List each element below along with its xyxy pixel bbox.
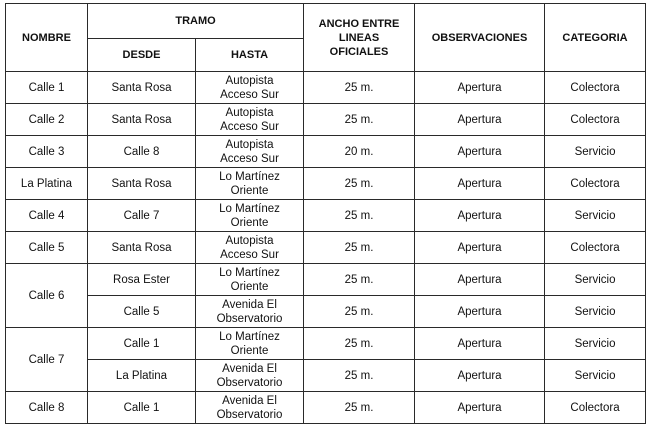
header-ancho-line-3: OFICIALES bbox=[329, 45, 389, 58]
cell-categoria: Servicio bbox=[545, 328, 646, 360]
cell-nombre: Calle 5 bbox=[6, 232, 88, 264]
cell-desde: Rosa Ester bbox=[88, 264, 196, 296]
cell-ancho: 25 m. bbox=[304, 296, 415, 328]
header-desde: DESDE bbox=[88, 39, 196, 72]
cell-nombre: Calle 4 bbox=[6, 200, 88, 232]
cell-hasta bbox=[196, 360, 304, 392]
cell-observaciones: Apertura bbox=[415, 200, 545, 232]
table-row bbox=[6, 72, 646, 104]
cell-observaciones: Apertura bbox=[415, 232, 545, 264]
cell-hasta bbox=[196, 200, 304, 232]
cell-desde: Santa Rosa bbox=[88, 168, 196, 200]
cell-ancho: 25 m. bbox=[304, 392, 415, 424]
cell-hasta-line-2: Observatorio bbox=[216, 408, 283, 421]
table-row bbox=[6, 232, 646, 264]
cell-hasta-line-1: Lo Martínez bbox=[219, 202, 280, 215]
table-row bbox=[6, 168, 646, 200]
cell-hasta-line-2: Observatorio bbox=[216, 376, 283, 389]
cell-observaciones: Apertura bbox=[415, 296, 545, 328]
cell-categoria: Colectora bbox=[545, 72, 646, 104]
cell-hasta-line-1: Avenida El bbox=[222, 394, 277, 407]
cell-hasta bbox=[196, 264, 304, 296]
cell-categoria: Colectora bbox=[545, 232, 646, 264]
cell-hasta-line-1: Autopista bbox=[225, 234, 274, 247]
cell-hasta bbox=[196, 232, 304, 264]
cell-hasta-line-2: Oriente bbox=[230, 184, 269, 197]
cell-hasta bbox=[196, 328, 304, 360]
cell-desde: Calle 8 bbox=[88, 136, 196, 168]
cell-hasta bbox=[196, 296, 304, 328]
header-nombre: NOMBRE bbox=[6, 4, 88, 72]
cell-desde: Calle 7 bbox=[88, 200, 196, 232]
cell-nombre: La Platina bbox=[6, 168, 88, 200]
table-row bbox=[6, 328, 646, 360]
cell-hasta-line-1: Lo Martínez bbox=[219, 330, 280, 343]
cell-hasta bbox=[196, 72, 304, 104]
header-tramo: TRAMO bbox=[88, 4, 304, 39]
cell-nombre: Calle 6 bbox=[6, 264, 88, 328]
cell-ancho: 20 m. bbox=[304, 136, 415, 168]
cell-categoria: Servicio bbox=[545, 296, 646, 328]
header-ancho-line-2: LINEAS bbox=[338, 31, 380, 44]
cell-categoria: Servicio bbox=[545, 200, 646, 232]
cell-ancho: 25 m. bbox=[304, 200, 415, 232]
header-ancho bbox=[304, 4, 415, 72]
cell-observaciones: Apertura bbox=[415, 360, 545, 392]
cell-categoria: Servicio bbox=[545, 264, 646, 296]
cell-nombre: Calle 2 bbox=[6, 104, 88, 136]
cell-observaciones: Apertura bbox=[415, 264, 545, 296]
table-row bbox=[6, 136, 646, 168]
cell-ancho: 25 m. bbox=[304, 328, 415, 360]
streets-table bbox=[5, 3, 646, 424]
cell-desde: Santa Rosa bbox=[88, 104, 196, 136]
cell-hasta-line-2: Oriente bbox=[230, 216, 269, 229]
table-row bbox=[6, 264, 646, 296]
cell-hasta-line-2: Observatorio bbox=[216, 312, 283, 325]
cell-categoria: Colectora bbox=[545, 392, 646, 424]
table-row bbox=[6, 200, 646, 232]
cell-observaciones: Apertura bbox=[415, 328, 545, 360]
cell-nombre: Calle 3 bbox=[6, 136, 88, 168]
cell-hasta-line-2: Acceso Sur bbox=[220, 152, 279, 165]
cell-desde: Santa Rosa bbox=[88, 232, 196, 264]
cell-hasta bbox=[196, 136, 304, 168]
cell-ancho: 25 m. bbox=[304, 360, 415, 392]
cell-categoria: Servicio bbox=[545, 136, 646, 168]
cell-ancho: 25 m. bbox=[304, 72, 415, 104]
table-row bbox=[6, 392, 646, 424]
cell-desde: Calle 5 bbox=[88, 296, 196, 328]
cell-desde: Santa Rosa bbox=[88, 72, 196, 104]
header-ancho-line-1: ANCHO ENTRE bbox=[318, 17, 400, 30]
cell-hasta-line-1: Autopista bbox=[225, 74, 274, 87]
cell-ancho: 25 m. bbox=[304, 264, 415, 296]
cell-desde: Calle 1 bbox=[88, 392, 196, 424]
cell-hasta-line-1: Lo Martínez bbox=[219, 170, 280, 183]
cell-nombre: Calle 8 bbox=[6, 392, 88, 424]
cell-hasta bbox=[196, 104, 304, 136]
cell-nombre: Calle 1 bbox=[6, 72, 88, 104]
cell-hasta-line-1: Avenida El bbox=[222, 298, 277, 311]
cell-ancho: 25 m. bbox=[304, 232, 415, 264]
cell-hasta-line-1: Lo Martínez bbox=[219, 266, 280, 279]
header-categoria: CATEGORIA bbox=[545, 4, 646, 72]
table-row bbox=[6, 360, 646, 392]
cell-hasta-line-2: Oriente bbox=[230, 344, 269, 357]
cell-observaciones: Apertura bbox=[415, 104, 545, 136]
cell-desde: La Platina bbox=[88, 360, 196, 392]
cell-categoria: Servicio bbox=[545, 360, 646, 392]
cell-desde: Calle 1 bbox=[88, 328, 196, 360]
cell-observaciones: Apertura bbox=[415, 136, 545, 168]
cell-hasta-line-2: Acceso Sur bbox=[220, 88, 279, 101]
header-hasta: HASTA bbox=[196, 39, 304, 72]
cell-nombre: Calle 7 bbox=[6, 328, 88, 392]
header-observaciones: OBSERVACIONES bbox=[415, 4, 545, 72]
cell-hasta bbox=[196, 392, 304, 424]
cell-hasta bbox=[196, 168, 304, 200]
cell-hasta-line-2: Acceso Sur bbox=[220, 120, 279, 133]
cell-ancho: 25 m. bbox=[304, 168, 415, 200]
cell-categoria: Colectora bbox=[545, 168, 646, 200]
table-row bbox=[6, 296, 646, 328]
cell-categoria: Colectora bbox=[545, 104, 646, 136]
cell-hasta-line-1: Autopista bbox=[225, 106, 274, 119]
cell-observaciones: Apertura bbox=[415, 392, 545, 424]
cell-ancho: 25 m. bbox=[304, 104, 415, 136]
cell-hasta-line-1: Avenida El bbox=[222, 362, 277, 375]
cell-hasta-line-1: Autopista bbox=[225, 138, 274, 151]
cell-hasta-line-2: Oriente bbox=[230, 280, 269, 293]
table-row bbox=[6, 104, 646, 136]
cell-observaciones: Apertura bbox=[415, 72, 545, 104]
cell-hasta-line-2: Acceso Sur bbox=[220, 248, 279, 261]
cell-observaciones: Apertura bbox=[415, 168, 545, 200]
